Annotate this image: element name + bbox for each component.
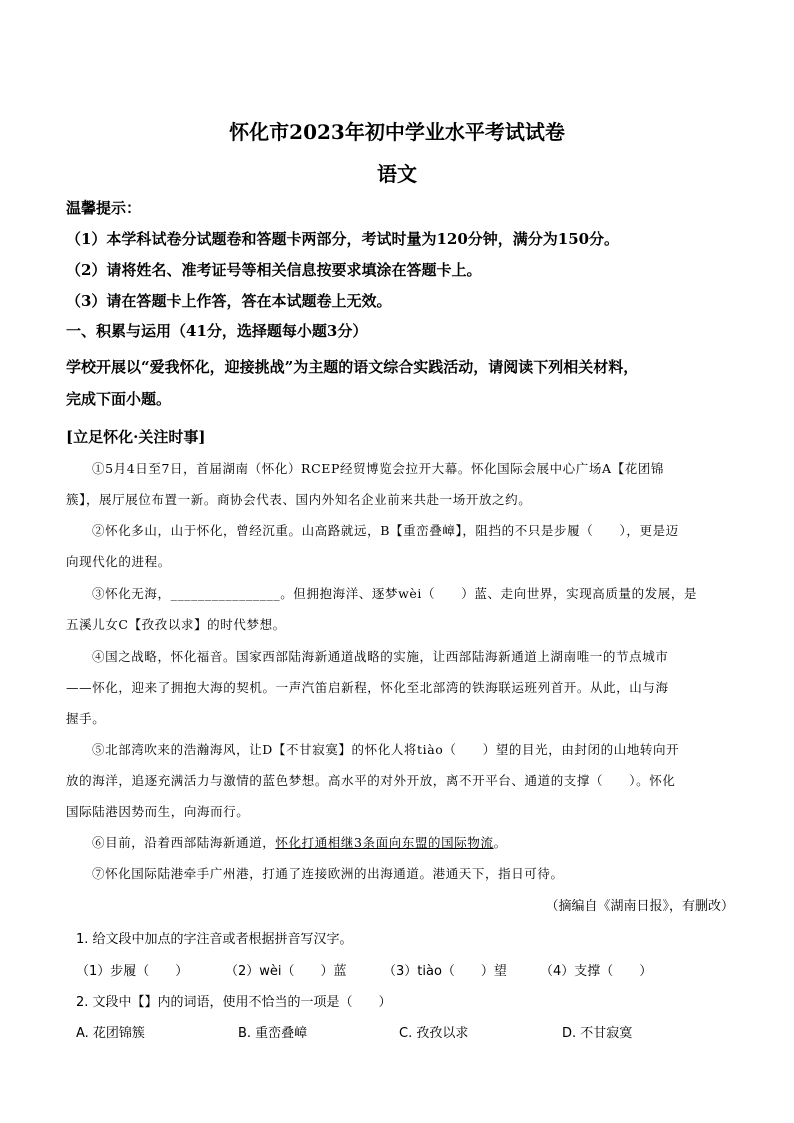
passage-p6-prefix: ⑥目前，沿着西部陆海新通道， — [92, 835, 276, 850]
question-2-option-b: B. 重峦叠嶂 — [238, 1026, 308, 1041]
passage-p5-line-3: 国际陆港因势而生，向海而行。 — [66, 804, 250, 819]
passage-p3-line-2: 五溪儿女C【孜孜以求】的时代梦想。 — [66, 617, 286, 632]
question-1-item-1: （1）步履（ ） — [76, 964, 189, 979]
tip-item-1: （1）本学科试卷分试题卷和答题卡两部分，考试时量为120分钟，满分为150分。 — [66, 230, 620, 248]
passage-p3-line-1: ③怀化无海，________________。但拥抱海洋、逐梦wèi（ ）蓝、走向世界，实现高质量的发展，是 — [92, 586, 698, 601]
question-2: 2. 文段中【】内的词语，使用不恰当的一项是（ ） — [76, 995, 392, 1010]
passage-p7: ⑦怀化国际陆港牵手广州港，打通了连接欧洲的出海通道。港通天下，指日可待。 — [92, 866, 564, 881]
tips-heading: 温馨提示： — [66, 199, 142, 217]
question-1: 1. 给文段中加点的字注音或者根据拼音写汉字。 — [76, 932, 353, 947]
section-intro-line-1: 学校开展以“爱我怀化，迎接挑战”为主题的语文综合实践活动，请阅读下列相关材料， — [66, 358, 639, 376]
passage-p6 — [92, 833, 507, 851]
passage-p1-line-2: 簇】，展厅展位布置一新。商协会代表、国内外知名企业前来共赴一场开放之约。 — [66, 492, 532, 507]
passage-p6-underlined-sentence: 怀化打通相继3条面向东盟的国际物流 — [275, 835, 494, 850]
section-intro-line-2: 完成下面小题。 — [66, 390, 172, 408]
section-heading: 一、积累与运用（41分，选择题每小题3分） — [66, 322, 368, 340]
passage-p2-line-2: 向现代化的进程。 — [66, 554, 171, 569]
passage-p2-line-1: ②怀化多山，山于怀化，曾经沉重。山高路就远，B【重峦叠嶂】，阻挡的不只是步履（ ），更是迈 — [92, 523, 679, 538]
passage-p6-suffix: 。 — [493, 835, 507, 850]
section-subheading: [立足怀化·关注时事] — [66, 428, 206, 446]
question-1-item-2: （2）wèi（ ）蓝 — [225, 964, 347, 979]
question-2-option-c: C. 孜孜以求 — [399, 1026, 469, 1041]
passage-p4-line-1: ④国之战略，怀化福音。国家西部陆海新通道战略的实施，让西部陆海新通道上湖南唯一的节点城市 — [92, 649, 669, 664]
question-1-item-3: （3）tiào（ ）望 — [383, 964, 507, 979]
tip-item-2: （2）请将姓名、准考证号等相关信息按要求填涂在答题卡上。 — [66, 261, 482, 279]
passage-p5-line-1: ⑤北部湾吹来的浩瀚海风，让D【不甘寂寞】的怀化人将tiào（ ）望的目光，由封闭的山地转向开 — [92, 742, 680, 757]
question-1-item-4: （4）支撑（ ） — [540, 964, 653, 979]
question-2-option-d: D. 不甘寂寞 — [562, 1026, 633, 1041]
passage-p4-line-3: 握手。 — [66, 711, 106, 726]
tip-item-3: （3）请在答题卡上作答，答在本试题卷上无效。 — [66, 292, 392, 310]
subject-title: 语文 — [377, 162, 417, 186]
passage-source: （摘编自《湖南日报》，有删改） — [545, 899, 734, 914]
passage-p1-line-1: ①5月4日至7日，首届湖南（怀化）RCEP经贸博览会拉开大幕。怀化国际会展中心广场A【花团锦 — [92, 461, 664, 476]
passage-p5-line-2: 放的海洋，追逐充满活力与激情的蓝色梦想。高水平的对外开放，离不开平台、通道的支撑（ ）。怀化 — [66, 773, 676, 788]
passage-p4-line-2: ——怀化，迎来了拥抱大海的契机。一声汽笛启新程，怀化至北部湾的铁海联运班列首开。从此，山与海 — [66, 680, 669, 695]
question-2-option-a: A. 花团锦簇 — [76, 1026, 145, 1041]
exam-title: 怀化市2023年初中学业水平考试试卷 — [229, 120, 565, 144]
